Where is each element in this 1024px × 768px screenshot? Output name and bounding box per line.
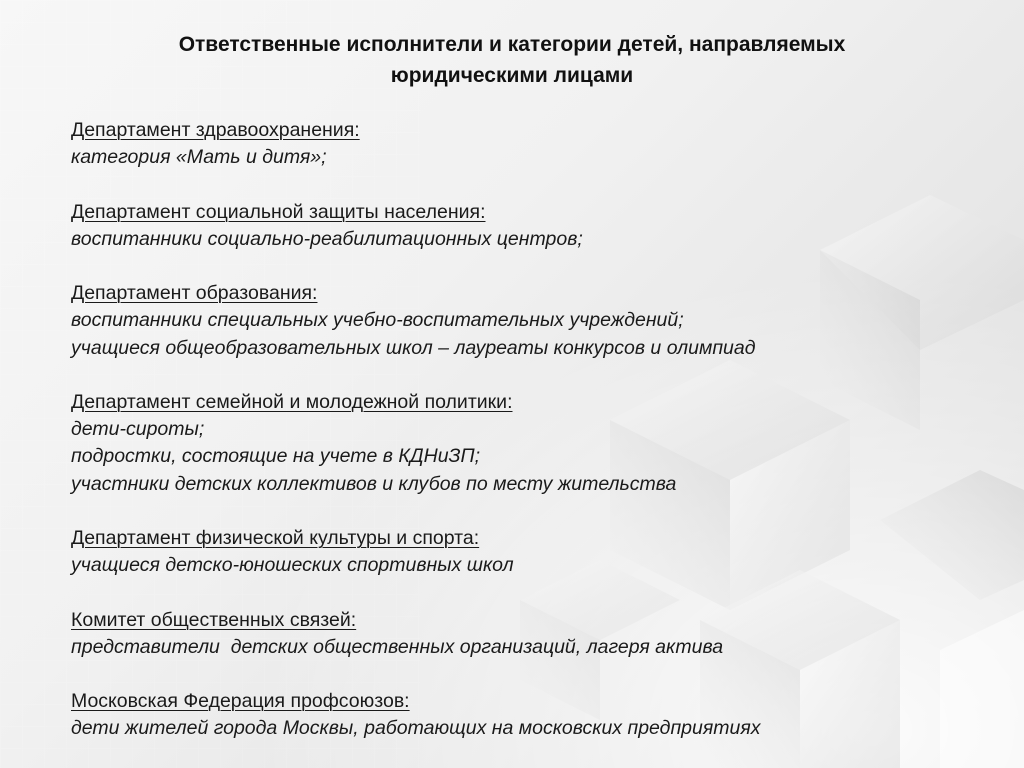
slide-title (80, 29, 944, 91)
section-family-youth-policy (71, 389, 971, 498)
category-item: воспитанники социально-реабилитационных центров; (71, 227, 583, 250)
slide-title-line-1: Ответственные исполнители и категории детей, направляемых (178, 33, 846, 56)
category-item: дети жителей города Москвы, работающих на московских предприятиях (71, 717, 761, 740)
section-heading: Департамент семейной и молодежной политики: (71, 390, 513, 413)
section-heading: Комитет общественных связей: (71, 608, 357, 631)
section-sport (71, 525, 971, 579)
content-body (71, 117, 971, 743)
section-public-relations (71, 607, 971, 661)
section-heading: Департамент физической культуры и спорта: (71, 526, 480, 549)
section-heading: Департамент социальной защиты населения: (71, 200, 486, 223)
category-item: подростки, состоящие на учете в КДНиЗП; (71, 445, 481, 468)
section-education (71, 280, 971, 362)
section-trade-unions (71, 688, 971, 742)
category-item: дети-сироты; (71, 418, 205, 441)
section-heading: Департамент здравоохранения: (71, 119, 360, 141)
slide-title-line-2: юридическими лицами (390, 64, 634, 87)
category-item: участники детских коллективов и клубов по месту жительства (71, 472, 677, 495)
category-item: категория «Мать и дитя»; (71, 146, 327, 169)
section-heading: Московская Федерация профсоюзов: (71, 690, 410, 713)
category-item: учащиеся детско-юношеских спортивных школ (71, 554, 514, 577)
category-item: учащиеся общеобразовательных школ – лауреаты конкурсов и олимпиад (71, 336, 756, 359)
section-heading: Департамент образования: (71, 282, 318, 305)
category-item: представители детских общественных организаций, лагеря актива (71, 635, 724, 658)
section-health (71, 117, 971, 171)
category-item: воспитанники специальных учебно-воспитательных учреждений; (71, 309, 684, 332)
section-social-protection (71, 199, 971, 253)
